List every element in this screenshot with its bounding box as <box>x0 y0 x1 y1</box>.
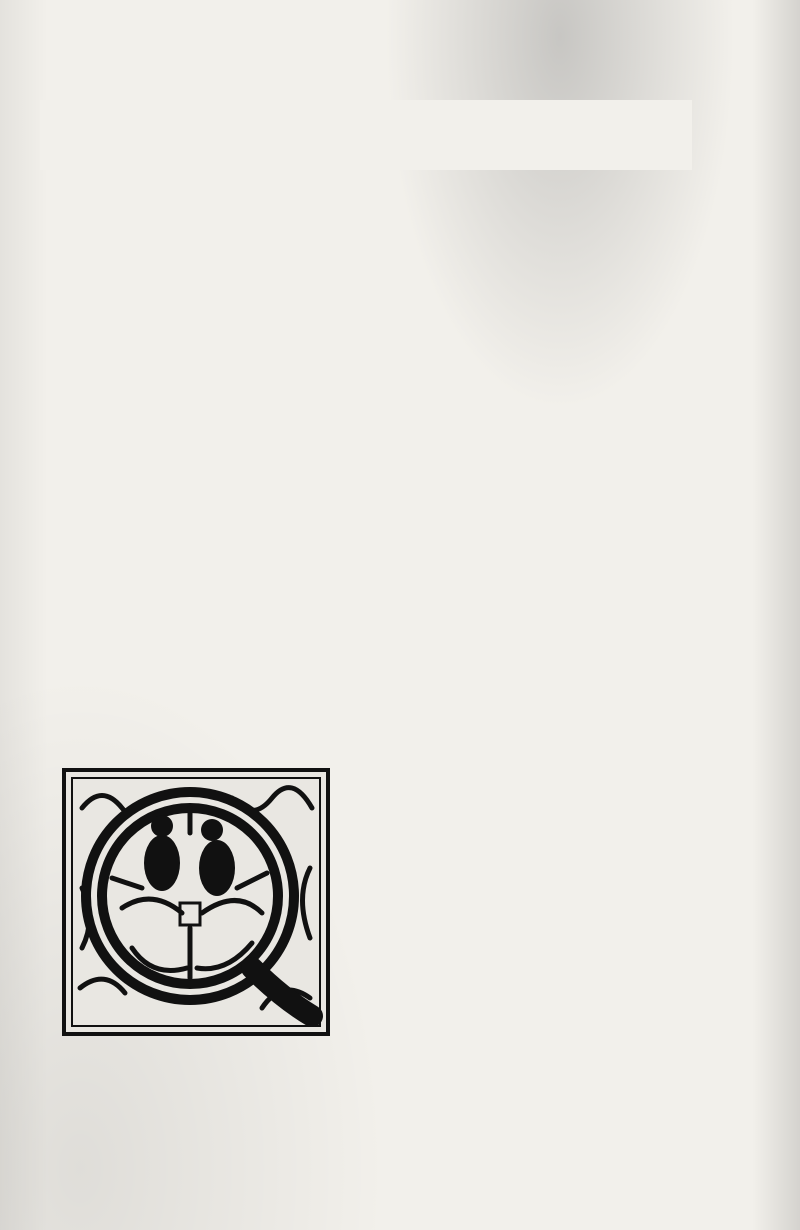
decorated-initial-q <box>62 768 330 1036</box>
headpiece-ornament <box>40 100 692 170</box>
small-fleuron-ornament <box>318 613 438 653</box>
